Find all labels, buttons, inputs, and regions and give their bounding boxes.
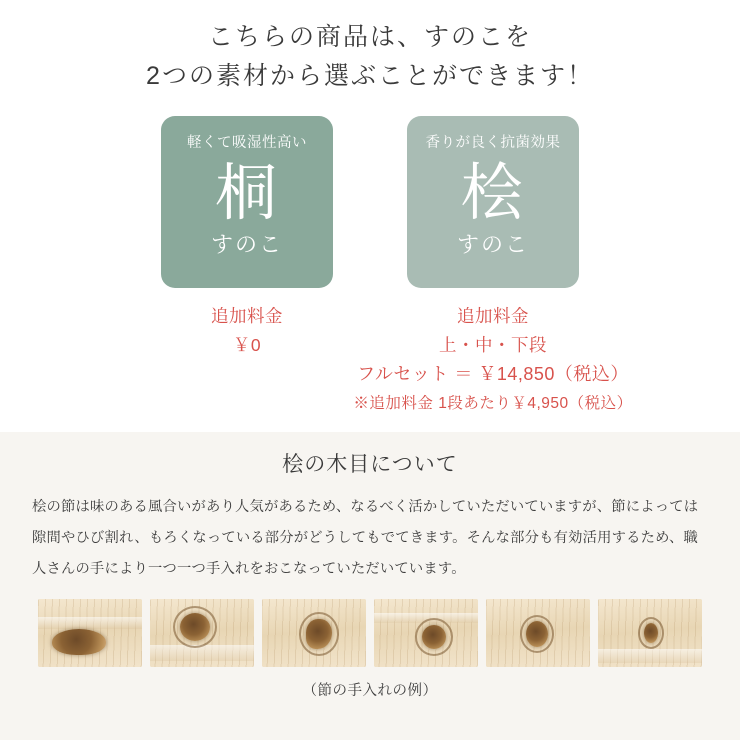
kiri-caption: 軽くて吸湿性高い: [187, 135, 307, 151]
wood-knot: [180, 613, 210, 641]
wood-edge: [598, 649, 702, 663]
knot-photo-gallery: [28, 599, 712, 667]
wood-knot: [526, 621, 548, 647]
knot-photo-caption: （節の手入れの例）: [302, 683, 438, 699]
headline-line-2: 2つの素材から選ぶことができます！: [146, 62, 594, 90]
kiri-price-label: 追加料金: [211, 306, 283, 326]
material-options: [0, 116, 740, 418]
hinoki-price-fullset: フルセット ＝ ￥14,850（税込）: [357, 364, 629, 384]
hinoki-swatch[interactable]: [407, 116, 579, 288]
knot-photo-3: [262, 599, 366, 667]
knot-photo-5: [486, 599, 590, 667]
kiri-price-block: [161, 302, 333, 360]
wood-grain-description: 桧の節は味のある風合いがあり人気があるため、なるべく活かしていただいていますが、節によっては隙間やひび割れ、もろくなっている部分がどうしてもでてきます。そんな部分も有効活用するため、職人さんの手により一つ一つ手入れをおこなっていただいています。: [32, 499, 699, 577]
wood-grain-title: 桧の木目について: [282, 453, 458, 476]
material-option-hinoki[interactable]: [353, 116, 633, 418]
wood-edge: [38, 617, 142, 629]
hinoki-price-block: [323, 302, 663, 418]
wood-knot: [52, 629, 106, 655]
knot-photo-6: [598, 599, 702, 667]
wood-knot: [422, 625, 446, 649]
wood-grain-section: [0, 432, 740, 740]
hinoki-caption: 香りが良く抗菌効果: [425, 135, 561, 151]
material-option-kiri[interactable]: [161, 116, 333, 418]
wood-edge: [150, 645, 254, 661]
hinoki-kanji: 桧: [460, 159, 525, 228]
knot-photo-2: [150, 599, 254, 667]
kiri-swatch[interactable]: [161, 116, 333, 288]
kiri-subtitle: すのこ: [210, 232, 283, 257]
hinoki-price-label: 追加料金: [457, 306, 529, 326]
hinoki-price-note: ※追加料金 1段あたり￥4,950（税込）: [353, 395, 633, 412]
wood-knot: [644, 623, 658, 643]
headline-line-1: こちらの商品は、すのこを: [207, 23, 532, 51]
page-title: [0, 18, 740, 96]
hinoki-subtitle: すのこ: [456, 232, 529, 257]
knot-photo-4: [374, 599, 478, 667]
hinoki-price-tiers: 上・中・下段: [439, 335, 547, 355]
kiri-kanji: 桐: [214, 159, 279, 228]
knot-photo-1: [38, 599, 142, 667]
kiri-price-value: ￥0: [232, 335, 262, 355]
